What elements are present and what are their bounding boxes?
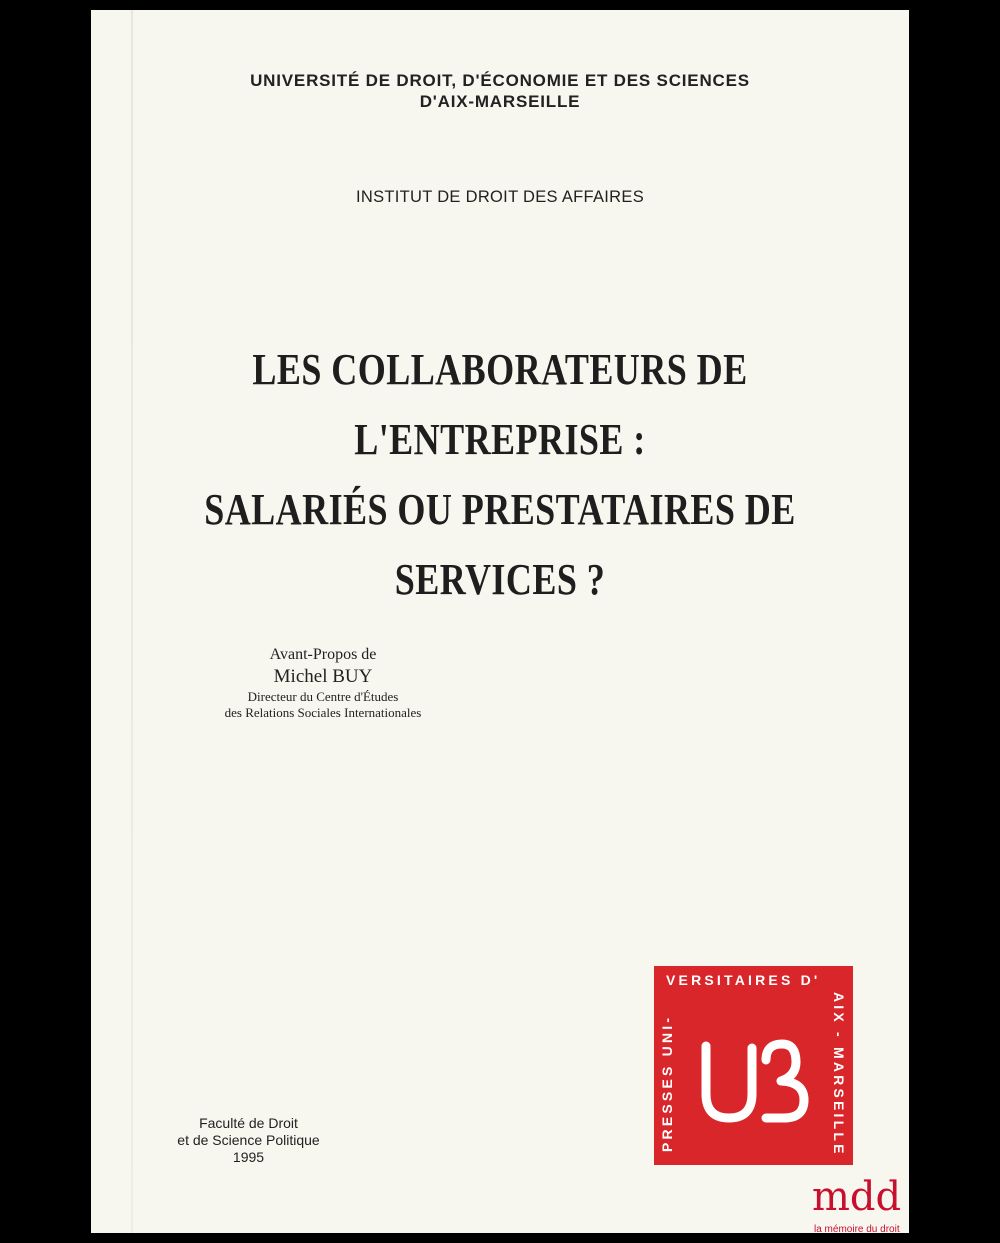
publication-year: 1995 <box>232 1149 265 1165</box>
foreword-block <box>213 645 433 721</box>
logo-right-text: AIX - MARSEILLE <box>831 992 847 1157</box>
watermark-logo <box>808 1172 912 1243</box>
publisher-logo <box>654 966 853 1165</box>
logo-left-text: PRESSES UNI- <box>659 1014 675 1152</box>
title-line-2: SALARIÉS OU PRESTATAIRES DE SERVICES ? <box>204 485 796 604</box>
faculty-line-2: et de Science Politique <box>177 1132 320 1148</box>
university-line-2: D'AIX-MARSEILLE <box>419 92 581 111</box>
faculty-block <box>161 1115 336 1166</box>
logo-top-text: VERSITAIRES D' <box>666 972 821 988</box>
university-line-1: UNIVERSITÉ DE DROIT, D'ÉCONOMIE ET DES SCIENCES <box>250 71 750 90</box>
institute-name: INSTITUT DE DROIT DES AFFAIRES <box>355 188 645 206</box>
title-line-1: LES COLLABORATEURS DE L'ENTREPRISE : <box>252 345 748 464</box>
faculty-line-1: Faculté de Droit <box>199 1115 298 1131</box>
foreword-role-line-1: Directeur du Centre d'Études <box>247 689 399 704</box>
watermark-tagline: la mémoire du droit <box>814 1224 900 1235</box>
watermark-word: mdd <box>812 1174 902 1220</box>
book-title <box>165 335 836 615</box>
book-cover <box>91 10 909 1233</box>
foreword-label: Avant-Propos de <box>269 646 377 663</box>
publisher-logo-graphic <box>654 966 853 1165</box>
university-name <box>91 70 909 112</box>
foreword-author: Michel BUY <box>273 666 373 687</box>
foreword-role-line-2: des Relations Sociales Internationales <box>224 705 422 720</box>
